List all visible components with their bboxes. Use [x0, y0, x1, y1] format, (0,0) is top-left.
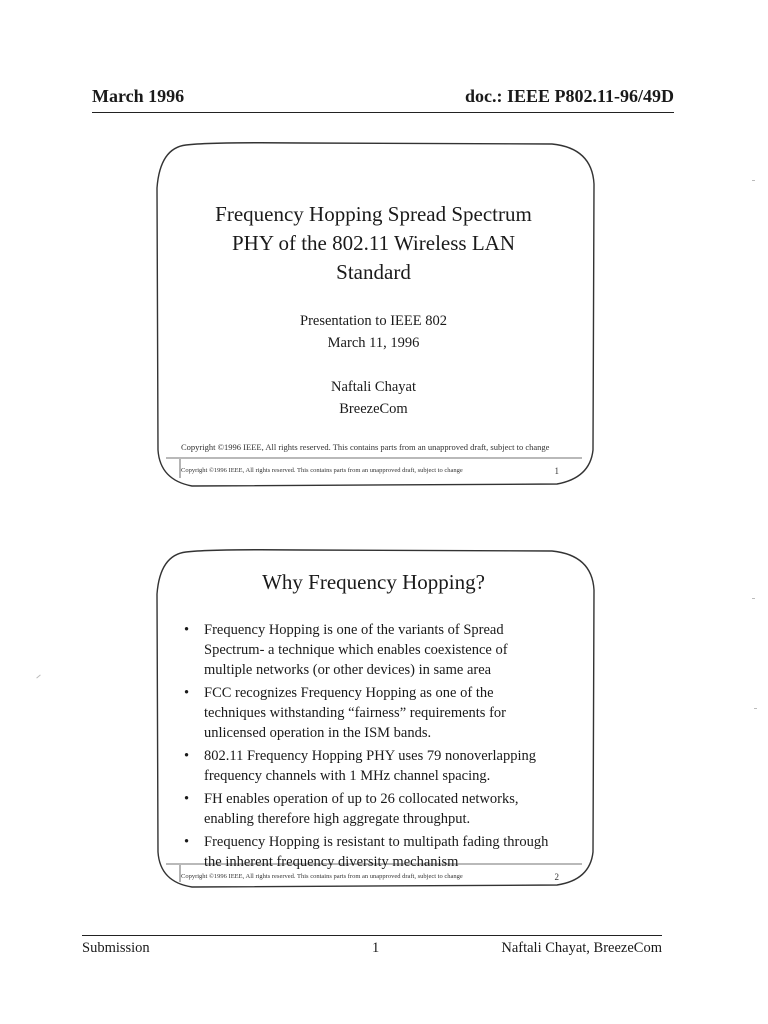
author-name: Naftali Chayat: [331, 379, 416, 395]
slide-1-title-line: Standard: [336, 260, 411, 284]
footer-page-number: 1: [372, 940, 380, 956]
header-date: March 1996: [92, 86, 185, 106]
slide-1-page-number: 1: [554, 466, 559, 476]
page-header: [92, 84, 674, 113]
bullet-icon: •: [184, 685, 190, 701]
slide-1-title-line: PHY of the 802.11 Wireless LAN: [231, 231, 515, 255]
list-item: • 802.11 Frequency Hopping PHY uses 79 nonoverlapping frequency channels with 1 MHz channel spacing.: [184, 748, 536, 784]
footer-author: Naftali Chayat, BreezeCom: [501, 940, 662, 956]
presentation-date: March 11, 1996: [327, 335, 420, 351]
bullet-icon: •: [184, 834, 190, 850]
page-footer: [82, 935, 662, 956]
scan-mark: [36, 675, 40, 679]
slide-1-copyright: Copyright ©1996 IEEE, All rights reserved. This contains parts from an unapproved draft, subject to change: [181, 442, 550, 452]
list-item: • FCC recognizes Frequency Hopping as one of the techniques withstanding “fairness” requirements for unlicensed operation in the ISM bands.: [184, 685, 506, 741]
scan-mark: [752, 180, 755, 181]
bullet-icon: •: [184, 748, 190, 764]
scan-mark: [754, 708, 757, 709]
scan-mark: [752, 598, 755, 599]
slide-2-footer-text: Copyright ©1996 IEEE, All rights reserved. This contains parts from an unapproved draft, subject to change: [181, 873, 463, 880]
bullet-icon: •: [184, 791, 190, 807]
author-company: BreezeCom: [339, 401, 408, 417]
slide-2-title: Why Frequency Hopping?: [262, 570, 485, 594]
slide-2-page-number: 2: [554, 872, 559, 882]
presentation-venue: Presentation to IEEE 802: [300, 313, 447, 329]
footer-submission: Submission: [82, 940, 150, 956]
slide-1-footer-text: Copyright ©1996 IEEE, All rights reserved. This contains parts from an unapproved draft, subject to change: [181, 467, 463, 474]
header-doc-number: doc.: IEEE P802.11-96/49D: [464, 86, 674, 106]
slide-1-footer: [181, 467, 569, 474]
slide-2-footer: [181, 873, 569, 880]
slide-1-author-info: [162, 376, 585, 420]
list-item: • Frequency Hopping is resistant to multipath fading through the inherent frequency diversity mechanism: [184, 834, 549, 870]
list-item: • Frequency Hopping is one of the variants of Spread Spectrum- a technique which enables coexistence of multiple networks (or other devices) in same area: [184, 622, 508, 678]
slide-2: [152, 548, 595, 888]
slide-1-presentation-info: [162, 310, 585, 354]
slide-1-title: [162, 200, 585, 287]
slide-1: [152, 140, 595, 488]
list-item: • FH enables operation of up to 26 collocated networks, enabling therefore high aggregate throughput.: [184, 791, 519, 827]
slide-1-title-line: Frequency Hopping Spread Spectrum: [215, 202, 532, 226]
bullet-icon: •: [184, 622, 190, 638]
slide-2-bullet-list: [182, 620, 587, 875]
